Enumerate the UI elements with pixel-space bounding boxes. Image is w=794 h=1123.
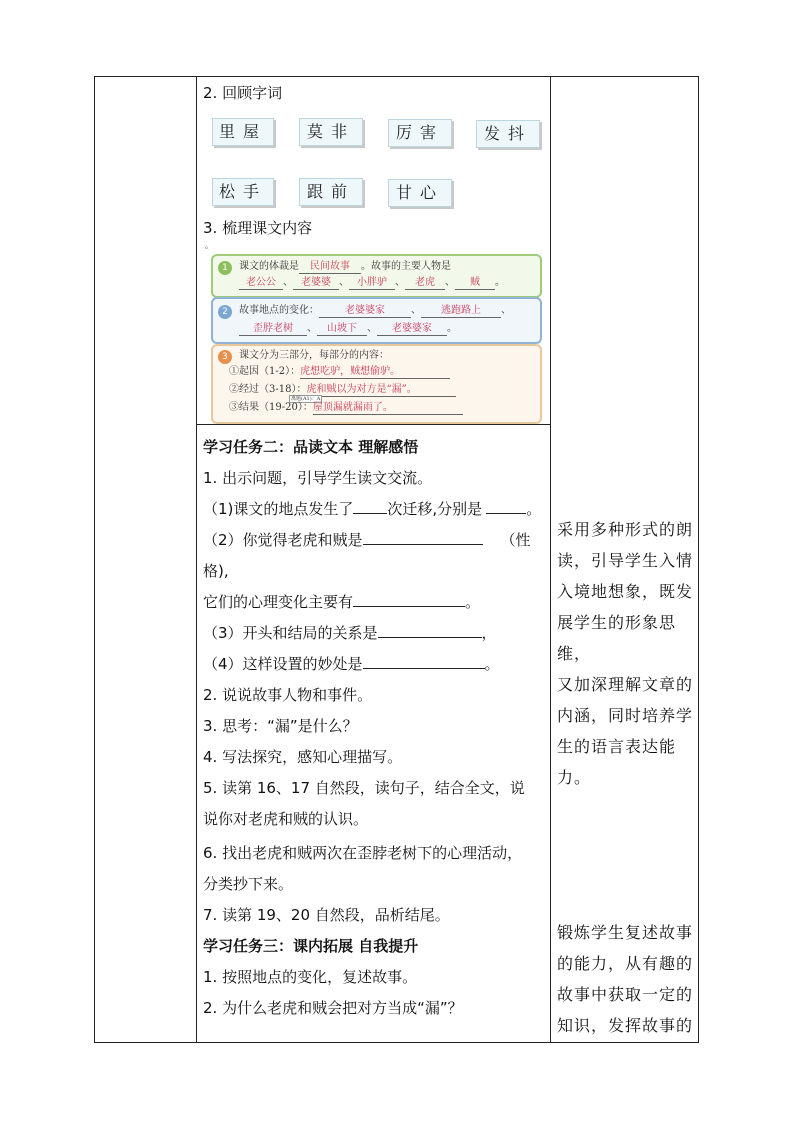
side-note-line: 故事中获取一定的	[557, 985, 694, 1004]
word-card: 松手	[212, 178, 274, 206]
side-note-line: 采用多种形式的朗	[557, 520, 694, 539]
separator: 、	[501, 305, 511, 316]
q1-text: （1)课文的地点发生了	[203, 500, 354, 518]
number-badge: 1	[218, 261, 232, 275]
task2-line: 2. 说说故事人物和事件。	[203, 686, 373, 704]
number-badge: 2	[218, 305, 232, 319]
side-note-line: 读，引导学生入情	[557, 551, 694, 570]
task2-question-3	[203, 623, 497, 643]
side-note-line: 又加深理解文章的	[557, 675, 694, 694]
stray-mark: 。	[205, 241, 213, 250]
blank	[353, 499, 387, 514]
character-answer: 老虎	[405, 277, 445, 290]
section3-title: 3. 梳理课文内容	[203, 219, 313, 237]
place-answer: 老婆婆家	[377, 323, 447, 336]
table-left-border	[94, 76, 95, 1043]
side-note-line: 入境地想象，既发	[557, 582, 694, 601]
separator: 、	[339, 277, 349, 288]
task2-line: 5. 读第 16、17 自然段，读句子，结合全文，说	[203, 779, 525, 797]
q2b-text: 。	[465, 593, 481, 611]
genre-answer: 民间故事	[299, 261, 361, 274]
q3-text: ，	[481, 624, 497, 642]
word-card: 发抖	[476, 120, 540, 148]
task3-title: 学习任务三：课内拓展 自我提升	[203, 937, 419, 955]
side-note-line: 展学生的形象思维，	[557, 613, 677, 663]
q2-text: （性	[500, 531, 531, 549]
q2-text: （2）你觉得老虎和贼是	[203, 531, 363, 549]
task2-question-2b	[203, 592, 480, 612]
task2-line: 说你对老虎和贼的认识。	[203, 810, 369, 828]
side-note-line: 的能力，从有趣的	[557, 954, 694, 973]
word-card: 莫非	[299, 118, 363, 146]
structure-intro: 课文分为三部分，每部分的内容：	[239, 350, 389, 361]
task3-line: 1. 按照地点的变化，复述故事。	[203, 968, 418, 986]
part-label: ②经过（3-18）：	[229, 384, 307, 395]
task2-question-2	[203, 530, 531, 550]
side-note-line: 知识，发挥故事的	[557, 1016, 694, 1035]
side-note-line: 生的语言表达能力。	[557, 737, 677, 787]
blank	[353, 592, 465, 607]
word-card: 甘心	[388, 179, 452, 207]
q4-text: （4）这样设置的妙处是	[203, 655, 363, 673]
character-answer: 贼	[455, 277, 495, 290]
genre-mid: 。故事的主要人物是	[361, 261, 451, 272]
side-note-line: 内涵，同时培养学	[557, 706, 694, 725]
table-right-border	[698, 76, 699, 1043]
q3-text: （3）开头和结局的关系是	[203, 624, 378, 642]
character-answer: 老婆婆	[293, 277, 339, 290]
places-prefix: 故事地点的变化：	[239, 305, 319, 316]
task2-line: 4. 写法探究，感知心理描写。	[203, 748, 403, 766]
table-col-divider-1	[196, 76, 197, 1043]
part-label: ①起因（1-2）：	[229, 366, 301, 377]
number-badge: 3	[218, 350, 232, 364]
table-bottom-border	[94, 1042, 699, 1043]
separator: 、	[411, 305, 421, 316]
separator: 、	[445, 277, 455, 288]
task2-question-4	[203, 654, 500, 674]
part-answer: 虎想吃驴，贼想偷驴。	[300, 366, 450, 379]
task2-title: 学习任务二：品读文本 理解感悟	[203, 438, 419, 456]
word-card: 跟前	[299, 178, 363, 206]
section2-title: 2. 回顾字词	[203, 84, 283, 102]
task2-line: 格),	[203, 562, 229, 580]
table-col-divider-2	[550, 76, 551, 1043]
q1-text: 。	[526, 500, 542, 518]
character-answer: 老公公	[239, 277, 283, 290]
tiny-marker: 离题(A1)：A	[291, 396, 321, 402]
summary-box-places	[211, 297, 542, 344]
word-card: 厉害	[388, 119, 452, 147]
task2-line: 3. 思考：“漏”是什么？	[203, 717, 358, 735]
period: 。	[447, 323, 457, 334]
blank	[363, 530, 483, 545]
part-answer: 虎和贼以为对方是“漏”。	[306, 384, 456, 397]
summary-box-structure	[211, 344, 542, 424]
q2b-text: 它们的心理变化主要有	[203, 593, 354, 611]
separator: 、	[367, 323, 377, 334]
q1-text: 次迁移,分别是	[387, 500, 483, 518]
task3-line: 2. 为什么老虎和贼会把对方当成“漏”？	[203, 999, 463, 1017]
table-top-border	[94, 76, 699, 77]
separator: 、	[283, 277, 293, 288]
task2-line: 7. 读第 19、20 自然段，品析结尾。	[203, 906, 450, 924]
character-answer: 小胖驴	[349, 277, 395, 290]
separator: 、	[307, 323, 317, 334]
place-answer: 歪脖老树	[239, 323, 307, 336]
side-note-line: 锻炼学生复述故事	[557, 923, 694, 942]
period: 。	[495, 277, 505, 288]
task2-question-1	[203, 499, 541, 519]
summary-box-genre	[211, 254, 542, 298]
side-note-reading	[557, 514, 697, 793]
graphic-bottom-rule	[197, 424, 550, 425]
word-card: 里屋	[212, 118, 274, 146]
blank	[378, 623, 482, 638]
side-note-retelling	[557, 917, 697, 1041]
part-answer: 屋顶漏就漏雨了。	[313, 402, 463, 415]
place-answer: 山坡下	[317, 323, 367, 336]
place-answer: 老婆婆家	[319, 305, 411, 318]
blank	[363, 654, 485, 669]
task2-line: 1. 出示问题，引导学生读文交流。	[203, 469, 433, 487]
place-answer: 逃跑路上	[421, 305, 501, 318]
q4-text: 。	[484, 655, 500, 673]
task2-line: 分类抄下来。	[203, 875, 294, 893]
blank	[486, 499, 526, 514]
genre-prefix: 课文的体裁是	[239, 261, 299, 272]
part-label: ③结果（19-20）：	[229, 402, 313, 413]
separator: 、	[395, 277, 405, 288]
task2-line: 6. 找出老虎和贼两次在歪脖老树下的心理活动，	[203, 844, 523, 862]
